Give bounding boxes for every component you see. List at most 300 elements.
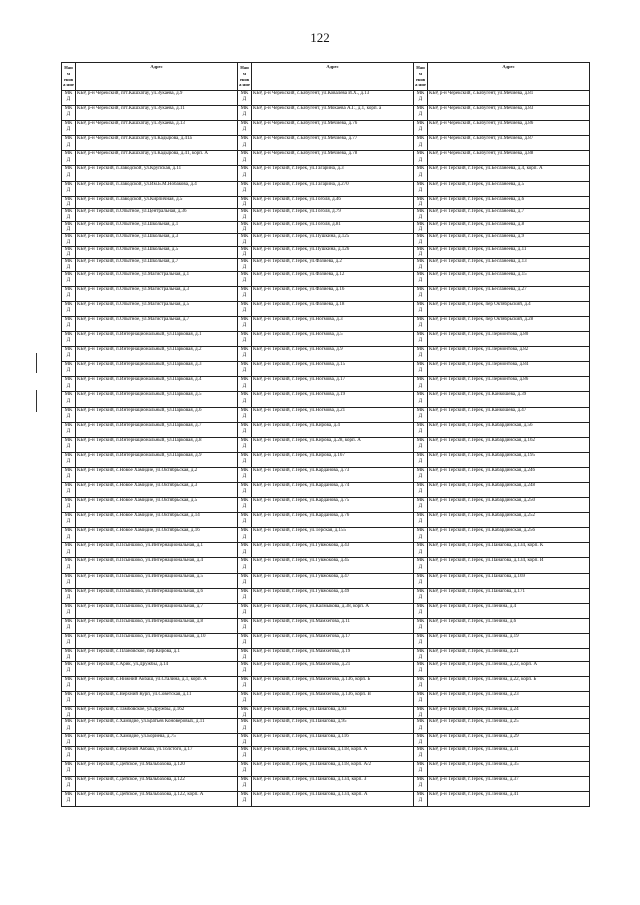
table-row	[62, 301, 590, 316]
building-type-cell: МКД	[414, 347, 428, 362]
address-cell: КБР, р-н Терский, г.Терек, ул.Бесланеева, д.11	[428, 246, 590, 259]
address-cell: КБР, р-н Терский, г.Терек, ул.Мамхегова, д.17	[252, 633, 414, 648]
address-cell: КБР, р-н Терский, г.Терек, ул.Канкошева, д.39	[428, 392, 590, 407]
address-cell: КБР, р-н Терский, п.Интернациональный, ул.Парковая, д.4	[76, 377, 238, 392]
address-cell: КБР, р-н Терский, п.Интернациональный, ул.Парковая, д.6	[76, 407, 238, 422]
address-cell: КБР, р-н Терский, г.Терек, ул.Кабардинская, д.162	[428, 437, 590, 452]
address-cell: КБР, р-н Терский, п.Интернациональный, ул.Парковая, д.2	[76, 347, 238, 362]
address-cell: КБР, р-н Черекский, пгт.Кашхатау, ул.Зукаева, д.9	[76, 91, 238, 106]
building-type-cell: МКД	[62, 467, 76, 482]
address-cell: КБР, р-н Терский, г.Терек, ул.Мамхегова, д.21	[252, 661, 414, 676]
address-cell: КБР, р-н Черекский, с.Бабугент, ул.Мечиева, д.81	[428, 91, 590, 106]
address-cell: КБР, р-н Терский, п.Псыншоко, ул.Интернациональная, д.5	[76, 573, 238, 588]
building-type-cell: МКД	[62, 136, 76, 151]
building-type-cell: МКД	[414, 196, 428, 209]
building-type-cell: МКД	[62, 618, 76, 633]
address-cell: КБР, р-н Терский, г.Терек, ул.Панагова, д.171	[428, 588, 590, 603]
building-type-cell: МКД	[414, 498, 428, 513]
table-row	[62, 588, 590, 603]
table-row	[62, 633, 590, 648]
registry-body	[62, 91, 590, 807]
building-type-cell: МКД	[238, 246, 252, 259]
address-cell: КБР, р-н Черекский, с.Бабугент, ул.Мечиева, д.88	[428, 151, 590, 166]
building-type-cell: МКД	[238, 633, 252, 648]
address-cell: КБР, р-н Терский, г.Терек, ул.Ленина, д.21	[428, 649, 590, 662]
address-cell: КБР, р-н Терский, п.Заводской, ул.Крупская, д.11	[76, 166, 238, 181]
building-type-cell: МКД	[238, 719, 252, 734]
building-type-cell: МКД	[238, 271, 252, 286]
address-cell: КБР, р-н Терский, г.Терек, ул.Бесланеева, д.27	[428, 286, 590, 301]
address-cell: КБР, р-н Терский, с.Дейское, ул.Мальбахова, д.120	[76, 761, 238, 776]
building-type-cell: МКД	[238, 422, 252, 437]
address-cell: КБР, р-н Терский, г.Терек, ул.Кирова, д.4	[252, 422, 414, 437]
building-type-cell: МКД	[238, 91, 252, 106]
address-cell: КБР, р-н Терский, п.Интернациональный, ул.Парковая, д.3	[76, 362, 238, 377]
building-type-cell: МКД	[414, 482, 428, 497]
margin-mark	[36, 353, 37, 373]
address-cell: КБР, р-н Терский, г.Терек, ул.Бесланеева, д.9	[428, 234, 590, 247]
address-cell: КБР, р-н Терский, г.Терек, ул.Фазиева, д.16	[252, 286, 414, 301]
address-cell: КБР, р-н Терский, г.Терек, ул.Панагова, д.134, корп. А	[252, 792, 414, 807]
table-row	[62, 618, 590, 633]
address-cell: КБР, р-н Терский, с.Хамидие, ул.Бориева, д.75	[76, 734, 238, 747]
address-cell: КБР, р-н Терский, г.Терек, ул.Ленина, д.41	[428, 792, 590, 807]
address-cell: КБР, р-н Черекский, пгт.Кашхатау, ул.Зукаева, д.13	[76, 121, 238, 136]
table-row	[62, 792, 590, 807]
building-type-cell: МКД	[238, 332, 252, 347]
building-type-cell: МКД	[62, 498, 76, 513]
address-cell: КБР, р-н Терский, п.Заводской, ул.Им.Б.М.Нобакова, д.4	[76, 181, 238, 196]
address-cell: КБР, р-н Терский, г.Терек, ул.Ленина, д.22, корп. Б	[428, 676, 590, 691]
table-row	[62, 558, 590, 573]
header-row	[62, 63, 590, 91]
table-row	[62, 719, 590, 734]
building-type-cell: МКД	[62, 316, 76, 331]
page-number: 122	[310, 30, 330, 45]
address-cell: КБР, р-н Терский, г.Терек, ул.Кабардинская, д.56	[428, 422, 590, 437]
address-cell: КБР, р-н Терский, г.Терек, ул.Мамхегова, д.136, корп. Б	[252, 676, 414, 691]
building-type-cell: МКД	[414, 301, 428, 316]
table-row	[62, 734, 590, 747]
building-type-cell: МКД	[238, 746, 252, 761]
building-type-cell: МКД	[238, 196, 252, 209]
address-cell: КБР, р-н Терский, с.Хамидие, ул.Братьев Коноверовых, д.11	[76, 719, 238, 734]
building-type-cell: МКД	[62, 543, 76, 558]
address-cell: КБР, р-н Терский, п.Опытное, ул.Магистральная, д.1	[76, 271, 238, 286]
address-cell: КБР, р-н Терский, с.Дейское, ул.Мальбахова, д.122	[76, 777, 238, 792]
building-type-cell: МКД	[238, 286, 252, 301]
column-header-address: Адрес	[76, 63, 238, 91]
building-type-cell: МКД	[414, 649, 428, 662]
column-header-code: Наим енова ние	[62, 63, 76, 91]
building-type-cell: МКД	[414, 792, 428, 807]
address-cell: КБР, р-н Терский, п.Псыншоко, ул.Интернациональная, д.1	[76, 543, 238, 558]
building-type-cell: МКД	[238, 452, 252, 467]
building-type-cell: МКД	[238, 234, 252, 247]
address-cell: КБР, р-н Черекский, с.Бабугент, ул.Ковалева И.Х., д.13	[252, 91, 414, 106]
address-cell: КБР, р-н Терский, г.Терек, ул.Ленина, д.35	[428, 761, 590, 776]
address-cell: КБР, р-н Терский, г.Терек, ул.Кабардинская, д.195	[428, 452, 590, 467]
building-type-cell: МКД	[238, 543, 252, 558]
address-cell: КБР, р-н Терский, г.Терек, ул.Ленина, д.23	[428, 691, 590, 706]
building-type-cell: МКД	[414, 467, 428, 482]
address-cell: КБР, р-н Терский, г.Терек, ул.Ногмова, д.9	[252, 347, 414, 362]
table-row	[62, 676, 590, 691]
table-row	[62, 121, 590, 136]
building-type-cell: МКД	[62, 259, 76, 272]
address-cell: КБР, р-н Терский, г.Терек, ул.Панагова, д.134, корп. З	[252, 777, 414, 792]
building-type-cell: МКД	[62, 734, 76, 747]
table-row	[62, 407, 590, 422]
table-row	[62, 196, 590, 209]
address-cell: КБР, р-н Терский, п.Псыншоко, ул.Интернациональная, д.7	[76, 603, 238, 618]
building-type-cell: МКД	[238, 777, 252, 792]
building-type-cell: МКД	[414, 407, 428, 422]
building-type-cell: МКД	[238, 301, 252, 316]
building-type-cell: МКД	[414, 271, 428, 286]
address-cell: КБР, р-н Черекский, с.Бабугент, ул.Мечиева, д.77	[252, 136, 414, 151]
building-type-cell: МКД	[414, 618, 428, 633]
address-cell: КБР, р-н Терский, г.Терек, ул.Гоголя, д.79	[252, 209, 414, 222]
column-header-code: Наим енова ние	[414, 63, 428, 91]
building-type-cell: МКД	[62, 676, 76, 691]
building-type-cell: МКД	[238, 136, 252, 151]
building-type-cell: МКД	[62, 234, 76, 247]
building-type-cell: МКД	[414, 166, 428, 181]
building-type-cell: МКД	[238, 691, 252, 706]
building-type-cell: МКД	[62, 761, 76, 776]
address-cell: КБР, р-н Черекский, пгт.Кашхатау, ул.Кадырова, д.41а	[76, 136, 238, 151]
building-type-cell: МКД	[62, 407, 76, 422]
address-cell: КБР, р-н Терский, г.Терек, ул.Ногмова, д.17	[252, 377, 414, 392]
address-cell: КБР, р-н Терский, п.Псыншоко, ул.Интернациональная, д.10	[76, 633, 238, 648]
table-row	[62, 777, 590, 792]
building-type-cell: МКД	[62, 221, 76, 234]
address-cell: КБР, р-н Терский, п.Псыншоко, ул.Интернациональная, д.4	[76, 558, 238, 573]
address-cell: КБР, р-н Терский, г.Терек, ул.Гагарина, д.3	[252, 166, 414, 181]
building-type-cell: МКД	[238, 676, 252, 691]
address-cell: КБР, р-н Терский, г.Терек, ул.Бесланеева, д.6	[428, 196, 590, 209]
building-type-cell: МКД	[414, 121, 428, 136]
address-cell: КБР, р-н Терский, г.Терек, ул.Панагова, д.116	[252, 734, 414, 747]
address-cell: КБР, р-н Черекский, с.Бабугент, ул.Мокаева А.Г., д.1, корп. а	[252, 106, 414, 121]
building-type-cell: МКД	[62, 649, 76, 662]
building-type-cell: МКД	[238, 166, 252, 181]
table-row	[62, 392, 590, 407]
address-cell: КБР, р-н Терский, г.Терек, ул.Калмыкова, д.38, корп. А	[252, 603, 414, 618]
building-type-cell: МКД	[62, 777, 76, 792]
building-type-cell: МКД	[62, 271, 76, 286]
address-cell: КБР, р-н Черекский, с.Бабугент, ул.Мечиева, д.78	[252, 151, 414, 166]
building-type-cell: МКД	[414, 136, 428, 151]
building-type-cell: МКД	[62, 482, 76, 497]
building-type-cell: МКД	[62, 452, 76, 467]
address-cell: КБР, р-н Терский, г.Терек, ул.Бесланеева, д.5	[428, 181, 590, 196]
building-type-cell: МКД	[238, 792, 252, 807]
address-cell: КБР, р-н Терский, г.Терек, ул.Карданова, д.74	[252, 482, 414, 497]
address-cell: КБР, р-н Терский, г.Терек, ул.Лермонтова, д.80	[428, 332, 590, 347]
address-cell: КБР, р-н Терский, г.Терек, ул.Гувжокова, д.43	[252, 543, 414, 558]
registry-sheet	[61, 62, 589, 807]
building-type-cell: МКД	[62, 377, 76, 392]
address-cell: КБР, р-н Терский, г.Терек, ул.Ногмова, д.15	[252, 362, 414, 377]
address-cell: КБР, р-н Терский, г.Терек, ул.Ленина, д.37	[428, 777, 590, 792]
address-cell: КБР, р-н Терский, г.Терек, ул.Фазиева, д.12	[252, 271, 414, 286]
address-cell: КБР, р-н Черекский, пгт.Кашхатау, ул.Кадырова, д.41, корп. А	[76, 151, 238, 166]
address-cell: КБР, р-н Терский, г.Терек, ул.Панагова, д.169	[428, 573, 590, 588]
building-type-cell: МКД	[62, 392, 76, 407]
address-cell: КБР, р-н Терский, г.Терек, ул.Гувжокова, д.49	[252, 588, 414, 603]
address-cell: КБР, р-н Терский, г.Терек, ул.Гувжокова, д.47	[252, 573, 414, 588]
building-type-cell: МКД	[62, 633, 76, 648]
table-row	[62, 234, 590, 247]
address-cell: КБР, р-н Терский, г.Терек, ул.Мамхегова, д.11	[252, 618, 414, 633]
building-type-cell: МКД	[414, 746, 428, 761]
building-type-cell: МКД	[414, 661, 428, 676]
building-type-cell: МКД	[414, 573, 428, 588]
building-type-cell: МКД	[238, 151, 252, 166]
address-cell: КБР, р-н Терский, п.Интернациональный, ул.Парковая, д.1	[76, 332, 238, 347]
column-header-address: Адрес	[252, 63, 414, 91]
building-type-cell: МКД	[62, 91, 76, 106]
building-type-cell: МКД	[414, 691, 428, 706]
building-type-cell: МКД	[414, 106, 428, 121]
address-cell: КБР, р-н Терский, г.Терек, ул.Панагова, д.134, корп. И	[428, 558, 590, 573]
table-row	[62, 181, 590, 196]
building-type-cell: МКД	[414, 676, 428, 691]
address-cell: КБР, р-н Терский, г.Терек, ул.Бесланеева, д.4, корп. А	[428, 166, 590, 181]
building-type-cell: МКД	[414, 332, 428, 347]
building-type-cell: МКД	[238, 347, 252, 362]
address-cell: КБР, р-н Черекский, с.Бабугент, ул.Мечиева, д.83	[428, 106, 590, 121]
margin-mark	[36, 390, 37, 412]
address-cell: КБР, р-н Терский, г.Терек, ул.Гувжокова, д.45	[252, 558, 414, 573]
address-cell: КБР, р-н Терский, г.Терек, ул.Кабардинская, д.256	[428, 528, 590, 543]
building-type-cell: МКД	[238, 513, 252, 528]
building-type-cell: МКД	[62, 422, 76, 437]
building-type-cell: МКД	[238, 392, 252, 407]
building-type-cell: МКД	[238, 209, 252, 222]
building-type-cell: МКД	[238, 528, 252, 543]
building-type-cell: МКД	[238, 316, 252, 331]
building-type-cell: МКД	[414, 151, 428, 166]
address-cell: КБР, р-н Терский, г.Терек, ул.Ногмова, д.3	[252, 316, 414, 331]
building-type-cell: МКД	[414, 259, 428, 272]
address-cell: КБР, р-н Терский, г.Терек, ул.Карданова, д.73	[252, 467, 414, 482]
address-cell: КБР, р-н Терский, г.Терек, пер Октябрьский, д.4	[428, 301, 590, 316]
building-type-cell: МКД	[62, 151, 76, 166]
address-cell: КБР, р-н Терский, г.Терек, ул.Мамхегова, д.19	[252, 649, 414, 662]
address-cell: КБР, р-н Терский, п.Интернациональный, ул.Парковая, д.7	[76, 422, 238, 437]
table-row	[62, 259, 590, 272]
building-type-cell: МКД	[238, 649, 252, 662]
building-type-cell: МКД	[238, 259, 252, 272]
building-type-cell: МКД	[414, 761, 428, 776]
table-row	[62, 91, 590, 106]
address-cell: КБР, р-н Терский, г.Терек, ул.Ногмова, д.19	[252, 392, 414, 407]
address-cell: КБР, р-н Черекский, с.Бабугент, ул.Мечиева, д.87	[428, 136, 590, 151]
building-type-cell: МКД	[414, 234, 428, 247]
address-cell: КБР, р-н Терский, г.Терек, ул.Ленина, д.29	[428, 734, 590, 747]
address-cell: КБР, р-н Терский, г.Терек, ул.Ногмова, д.21	[252, 407, 414, 422]
building-type-cell: МКД	[238, 498, 252, 513]
building-type-cell: МКД	[414, 558, 428, 573]
building-type-cell: МКД	[414, 633, 428, 648]
address-cell: КБР, р-н Терский, с.Новое Хамидие, ул.Октябрьская, д.14	[76, 513, 238, 528]
building-type-cell: МКД	[238, 221, 252, 234]
table-row	[62, 136, 590, 151]
address-cell: КБР, р-н Черекский, с.Бабугент, ул.Мечиева, д.86	[428, 121, 590, 136]
table-row	[62, 151, 590, 166]
address-cell: КБР, р-н Терский, г.Терек, ул.Гоголя, д.81	[252, 221, 414, 234]
building-type-cell: МКД	[62, 573, 76, 588]
address-cell: КБР, р-н Терский, г.Терек, ул.Ленина, д.24	[428, 706, 590, 719]
address-cell: КБР, р-н Терский, г.Терек, ул.Мамхегова, д.136, корп. В	[252, 691, 414, 706]
address-cell: КБР, р-н Терский, п.Опытное, ул.Школьная, д.3	[76, 234, 238, 247]
table-row	[62, 246, 590, 259]
address-cell: КБР, р-н Терский, г.Терек, ул.Кабардинская, д.246	[428, 467, 590, 482]
address-cell: КБР, р-н Терский, с.Арик, ул.Дружбы, д.14	[76, 661, 238, 676]
address-cell: КБР, р-н Терский, с.Верхний Курп, ул.Советская, д.11	[76, 691, 238, 706]
building-type-cell: МКД	[414, 706, 428, 719]
building-type-cell: МКД	[238, 603, 252, 618]
building-type-cell: МКД	[414, 181, 428, 196]
address-cell: КБР, р-н Терский, п.Опытное, ул.Школьная, д.1	[76, 221, 238, 234]
table-row	[62, 482, 590, 497]
table-row	[62, 106, 590, 121]
building-type-cell: МКД	[62, 301, 76, 316]
building-type-cell: МКД	[62, 437, 76, 452]
building-type-cell: МКД	[238, 761, 252, 776]
building-type-cell: МКД	[62, 121, 76, 136]
address-cell: КБР, р-н Терский, с.Нижний Акбаш, ул.Сталина, д.1, корп. А	[76, 676, 238, 691]
building-type-cell: МКД	[238, 734, 252, 747]
building-type-cell: МКД	[62, 661, 76, 676]
table-row	[62, 649, 590, 662]
building-type-cell: МКД	[414, 777, 428, 792]
address-cell: КБР, р-н Терский, г.Терек, ул.Кирова, д.167	[252, 452, 414, 467]
building-type-cell: МКД	[62, 209, 76, 222]
table-row	[62, 746, 590, 761]
address-cell: КБР, р-н Терский, г.Терек, ул.Ленина, д.6	[428, 618, 590, 633]
table-row	[62, 467, 590, 482]
table-row	[62, 761, 590, 776]
building-type-cell: МКД	[414, 528, 428, 543]
building-type-cell: МКД	[414, 246, 428, 259]
address-cell: КБР, р-н Терский, г.Терек, ул.Карданова, д.76	[252, 513, 414, 528]
building-type-cell: МКД	[414, 392, 428, 407]
address-cell: КБР, р-н Терский, г.Терек, ул.Бесланеева, д.8	[428, 221, 590, 234]
address-cell: КБР, р-н Терский, г.Терек, ул.Пушкина, д.126	[252, 246, 414, 259]
address-cell: КБР, р-н Терский, г.Терек, ул.Ногмова, д.5	[252, 332, 414, 347]
address-cell: КБР, р-н Терский, п.Опытное, ул.Магистральная, д.5	[76, 301, 238, 316]
building-type-cell: МКД	[62, 746, 76, 761]
address-cell: КБР, р-н Терский, с.Верхний Акбаш, ул.Толстого, д.17	[76, 746, 238, 761]
address-cell: КБР, р-н Терский, г.Терек, ул.Фазиева, д.18	[252, 301, 414, 316]
address-cell: КБР, р-н Терский, п.Опытное, ул.Школьная, д.5	[76, 246, 238, 259]
building-type-cell: МКД	[238, 121, 252, 136]
address-cell: КБР, р-н Терский, с.Новое Хамидие, ул.Октябрьская, д.5	[76, 498, 238, 513]
building-type-cell: МКД	[414, 588, 428, 603]
building-type-cell: МКД	[62, 332, 76, 347]
address-cell: КБР, р-н Черекский, с.Бабугент, ул.Мечиева, д.76	[252, 121, 414, 136]
address-cell: КБР, р-н Терский, п.Псыншоко, ул.Интернациональная, д.6	[76, 588, 238, 603]
building-type-cell: МКД	[238, 618, 252, 633]
address-cell: КБР, р-н Терский, г.Терек, ул.Кабардинская, д.250	[428, 498, 590, 513]
table-row	[62, 271, 590, 286]
address-cell: КБР, р-н Терский, г.Терек, ул.Лермонтова, д.84	[428, 362, 590, 377]
building-type-cell: МКД	[62, 513, 76, 528]
address-cell: КБР, р-н Терский, п.Интернациональный, ул.Парковая, д.5	[76, 392, 238, 407]
address-cell: КБР, р-н Терский, с.Дейское, ул.Мальбахова, д.122, корп. А	[76, 792, 238, 807]
building-type-cell: МКД	[62, 691, 76, 706]
building-type-cell: МКД	[414, 734, 428, 747]
address-cell: КБР, р-н Терский, п.Опытное, ул.Магистральная, д.7	[76, 316, 238, 331]
building-type-cell: МКД	[62, 792, 76, 807]
table-row	[62, 362, 590, 377]
address-cell: КБР, р-н Терский, с.Новое Хамидие, ул.Октябрьская, д.2	[76, 467, 238, 482]
address-cell: КБР, р-н Терский, г.Терек, ул.Кабардинская, д.252	[428, 513, 590, 528]
address-cell: КБР, р-н Терский, г.Терек, ул.Панагова, д.93	[252, 706, 414, 719]
building-type-cell: МКД	[414, 377, 428, 392]
table-row	[62, 316, 590, 331]
building-type-cell: МКД	[414, 209, 428, 222]
address-cell: КБР, р-н Терский, с.Новое Хамидие, ул.Октябрьская, д.16	[76, 528, 238, 543]
building-type-cell: МКД	[62, 603, 76, 618]
building-type-cell: МКД	[238, 706, 252, 719]
building-type-cell: МКД	[414, 719, 428, 734]
table-row	[62, 221, 590, 234]
address-cell: КБР, р-н Терский, п.Опытное, ул.Магистральная, д.3	[76, 286, 238, 301]
address-cell: КБР, р-н Терский, г.Терек, ул.Панагова, д.134, корп. К	[428, 543, 590, 558]
address-cell: КБР, р-н Терский, г.Терек, ул.Кабардинская, д.248	[428, 482, 590, 497]
building-type-cell: МКД	[62, 588, 76, 603]
address-cell: КБР, р-н Терский, г.Терек, пер Октябрьский, д.28	[428, 316, 590, 331]
address-cell: КБР, р-н Терский, г.Терек, ул.Фазиева, д.2	[252, 259, 414, 272]
building-type-cell: МКД	[414, 286, 428, 301]
building-type-cell: МКД	[238, 573, 252, 588]
address-cell: КБР, р-н Терский, п.Интернациональный, ул.Парковая, д.9	[76, 452, 238, 467]
address-cell: КБР, р-н Терский, г.Терек, ул.Канкошева, д.47	[428, 407, 590, 422]
building-type-cell: МКД	[238, 181, 252, 196]
address-cell: КБР, р-н Терский, г.Терек, ул.Бесланеева, д.7	[428, 209, 590, 222]
address-cell: КБР, р-н Терский, г.Терек, ул.Пушкина, д.125	[252, 234, 414, 247]
table-row	[62, 498, 590, 513]
address-cell: КБР, р-н Терский, с.Плановское, пер.Кирова, д.1	[76, 649, 238, 662]
building-type-cell: МКД	[62, 719, 76, 734]
column-header-address: Адрес	[428, 63, 590, 91]
table-row	[62, 452, 590, 467]
address-cell: КБР, р-н Терский, п.Опытное, ул.Школьная, д.7	[76, 259, 238, 272]
column-header-code: Наим енова ние	[238, 63, 252, 91]
building-type-cell: МКД	[238, 377, 252, 392]
table-row	[62, 332, 590, 347]
building-type-cell: МКД	[238, 362, 252, 377]
table-row	[62, 286, 590, 301]
table-row	[62, 513, 590, 528]
table-row	[62, 437, 590, 452]
address-cell: КБР, р-н Терский, г.Терек, ул.Ленина, д.22, корп. А	[428, 661, 590, 676]
building-type-cell: МКД	[62, 286, 76, 301]
building-type-cell: МКД	[238, 437, 252, 452]
address-cell: КБР, р-н Терский, г.Терек, ул.Бесланеева, д.15	[428, 271, 590, 286]
address-cell: КБР, р-н Терский, г.Терек, ул.Бесланеева, д.13	[428, 259, 590, 272]
address-cell: КБР, р-н Терский, г.Терек, ул.Лермонтова, д.82	[428, 347, 590, 362]
building-type-cell: МКД	[414, 91, 428, 106]
building-type-cell: МКД	[62, 347, 76, 362]
address-cell: КБР, р-н Черекский, пгт.Кашхатау, ул.Зукаева, д.11	[76, 106, 238, 121]
address-cell: КБР, р-н Терский, п.Заводской, ул.Кирпичная, д.5	[76, 196, 238, 209]
